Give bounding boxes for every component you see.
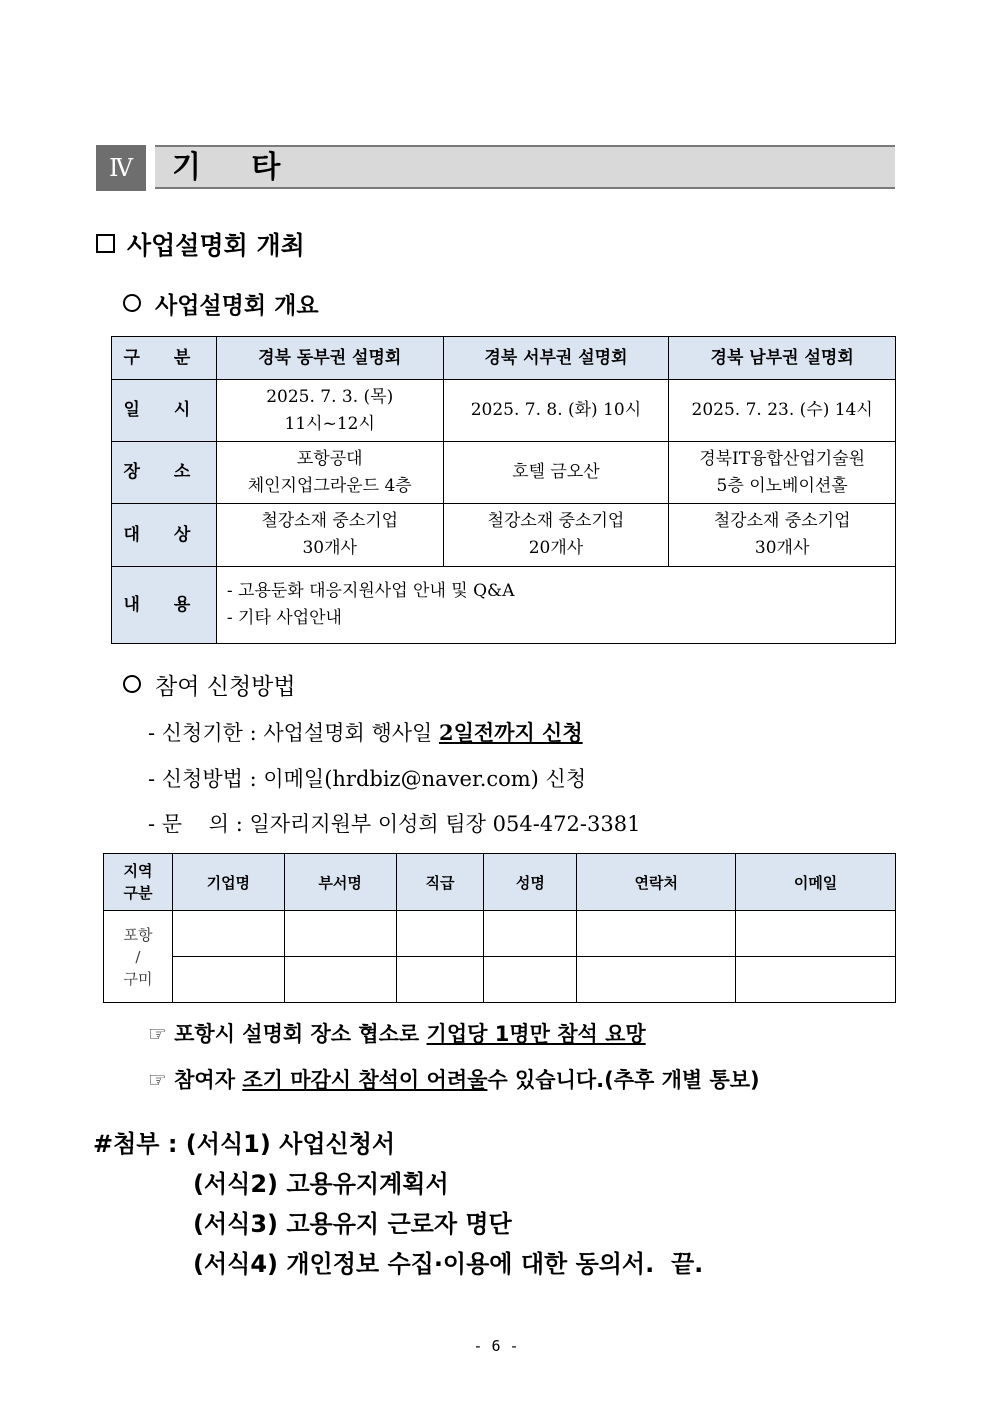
circle-bullet-icon xyxy=(123,675,141,693)
region-line: 구미 xyxy=(123,969,153,988)
header-line: 구분 xyxy=(123,884,153,902)
input-name-1[interactable] xyxy=(484,911,577,957)
pointing-hand-icon: ☞ xyxy=(148,1068,167,1092)
input-position-1[interactable] xyxy=(396,911,484,957)
cell-line: 30개사 xyxy=(302,538,357,558)
table-row xyxy=(112,567,896,644)
header-east: 경북 동부권 설명회 xyxy=(216,337,443,380)
checkbox-square-icon xyxy=(96,234,115,253)
note-emph: 조기 마감시 참석이 어려울 xyxy=(242,1068,488,1092)
section-title: 기 타 xyxy=(172,150,301,185)
heading-apply xyxy=(123,671,296,703)
cell-line: 20개사 xyxy=(528,538,584,558)
input-company-1[interactable] xyxy=(172,911,284,957)
attachment-item: (서식1) 사업신청서 xyxy=(185,1130,396,1158)
attachment-prefix: #첨부 : xyxy=(93,1130,186,1158)
cell-date-west: 2025. 7. 8. (화) 10시 xyxy=(443,380,669,442)
section-number: Ⅳ xyxy=(96,145,146,191)
apply-deadline xyxy=(148,718,583,748)
row-label-date: 일 시 xyxy=(112,380,217,442)
header-category: 구 분 xyxy=(112,337,217,380)
cell-line: 경북IT융합산업기술원 xyxy=(699,448,866,469)
cell-line: 5층 이노베이션홀 xyxy=(716,475,848,496)
note-text: 수 있습니다.(추후 개별 통보) xyxy=(487,1068,760,1092)
cell-line: 철강소재 중소기업 xyxy=(261,511,399,531)
apply-contact: - 문 의 : 일자리지원부 이성희 팀장 054-472-3381 xyxy=(148,812,641,836)
circle-bullet-icon xyxy=(123,294,141,312)
region-line: 포항 xyxy=(123,925,153,944)
cell-place-south xyxy=(669,442,896,504)
header-south: 경북 남부권 설명회 xyxy=(669,337,896,380)
attachment-3: (서식3) 고용유지 근로자 명단 xyxy=(193,1210,512,1238)
table-row xyxy=(104,957,896,1003)
note-text: 참여자 xyxy=(174,1068,243,1092)
header-position: 직급 xyxy=(396,854,484,911)
cell-line: - 기타 사업안내 xyxy=(226,608,342,628)
input-department-1[interactable] xyxy=(284,911,396,957)
header-department: 부서명 xyxy=(284,854,396,911)
header-company: 기업명 xyxy=(172,854,284,911)
heading-briefing-text: 사업설명회 개최 xyxy=(127,231,305,260)
table-row xyxy=(112,504,896,567)
apply-deadline-emph: 2일전까지 신청 xyxy=(438,720,583,745)
row-label-target: 대 상 xyxy=(112,504,217,567)
header-name: 성명 xyxy=(484,854,577,911)
input-phone-1[interactable] xyxy=(577,911,736,957)
header-region xyxy=(104,854,173,911)
application-form-table xyxy=(103,853,896,1003)
cell-line: 포항공대 xyxy=(296,448,363,469)
header-email: 이메일 xyxy=(736,854,896,911)
table-row xyxy=(104,911,896,957)
input-email-2[interactable] xyxy=(736,957,896,1003)
pointing-hand-icon: ☞ xyxy=(148,1022,167,1046)
input-phone-2[interactable] xyxy=(577,957,736,1003)
cell-line: - 고용둔화 대응지원사업 안내 및 Q&A xyxy=(226,581,515,601)
page-number: - 6 - xyxy=(473,1337,519,1355)
cell-target-east xyxy=(216,504,443,567)
input-position-2[interactable] xyxy=(396,957,484,1003)
cell-line: 30개사 xyxy=(754,538,810,558)
apply-deadline-label: - 신청기한 : 사업설명회 행사일 xyxy=(148,721,439,745)
table-row xyxy=(112,442,896,504)
note-text: 포항시 설명회 장소 협소로 xyxy=(174,1022,427,1046)
cell-place-west: 호텔 금오산 xyxy=(443,442,669,504)
header-west: 경북 서부권 설명회 xyxy=(443,337,669,380)
cell-line: 11시~12시 xyxy=(284,413,375,434)
cell-date-south: 2025. 7. 23. (수) 14시 xyxy=(669,380,896,442)
table-row xyxy=(112,380,896,442)
input-company-2[interactable] xyxy=(172,957,284,1003)
row-label-place: 장 소 xyxy=(112,442,217,504)
heading-briefing xyxy=(96,228,305,264)
cell-region xyxy=(104,911,173,1003)
overview-table xyxy=(111,336,896,644)
table-row xyxy=(112,337,896,380)
cell-date-east xyxy=(216,380,443,442)
cell-line: 철강소재 중소기업 xyxy=(713,511,851,531)
input-name-2[interactable] xyxy=(484,957,577,1003)
row-label-content: 내 용 xyxy=(112,567,217,644)
apply-method: - 신청방법 : 이메일(hrdbiz@naver.com) 신청 xyxy=(148,767,587,791)
cell-place-east xyxy=(216,442,443,504)
cell-line: 철강소재 중소기업 xyxy=(487,511,625,531)
heading-apply-text: 참여 신청방법 xyxy=(155,674,296,700)
note-2 xyxy=(148,1064,760,1096)
table-row xyxy=(104,854,896,911)
header-phone: 연락처 xyxy=(577,854,736,911)
cell-line: 2025. 7. 3. (목) xyxy=(266,386,394,407)
cell-line: 체인지업그라운드 4층 xyxy=(247,475,412,496)
cell-target-west xyxy=(443,504,669,567)
heading-overview-text: 사업설명회 개요 xyxy=(155,292,319,319)
attachment-2: (서식2) 고용유지계획서 xyxy=(193,1170,449,1198)
heading-overview xyxy=(123,290,319,322)
note-1 xyxy=(148,1018,646,1050)
header-line: 지역 xyxy=(123,862,153,880)
input-email-1[interactable] xyxy=(736,911,896,957)
note-emph: 기업당 1명만 참석 요망 xyxy=(426,1022,646,1046)
attachment-1 xyxy=(93,1127,395,1161)
cell-content xyxy=(216,567,895,644)
cell-target-south xyxy=(669,504,896,567)
region-line: / xyxy=(135,947,141,966)
input-department-2[interactable] xyxy=(284,957,396,1003)
attachment-4: (서식4) 개인정보 수집·이용에 대한 동의서. 끝. xyxy=(193,1250,704,1278)
